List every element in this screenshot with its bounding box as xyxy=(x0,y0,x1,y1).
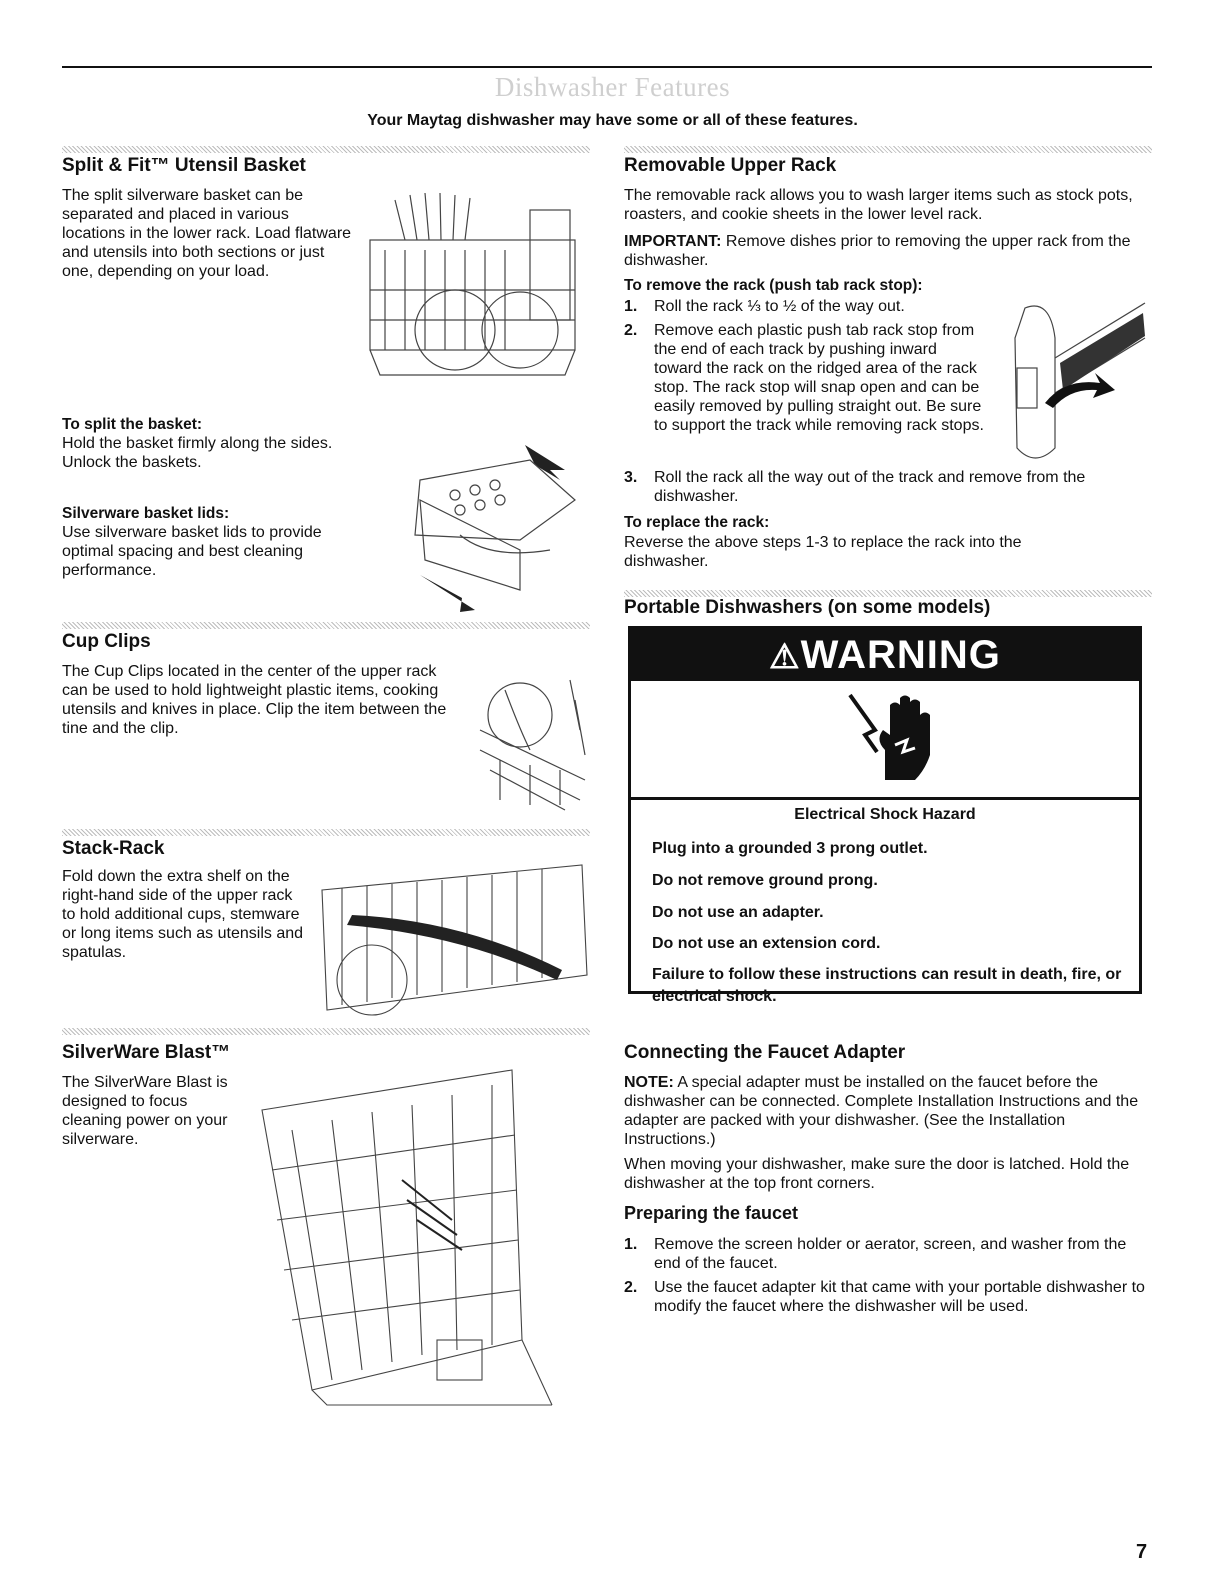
electric-shock-hand-icon xyxy=(845,690,935,790)
replace-rack-heading: To replace the rack: xyxy=(624,514,770,531)
warning-line: Do not use an adapter. xyxy=(652,904,824,921)
list-item xyxy=(624,1235,1149,1273)
removable-rack-intro: The removable rack allows you to wash larger items such as stock pots, roasters, and cookie sheets in the lower level rack. xyxy=(624,187,1133,223)
split-fit-intro: The split silverware basket can be separated and placed in various locations in the lower rack. Load flatware and utensils into both sections or just one, depending on your load. xyxy=(62,187,352,280)
section-divider xyxy=(62,146,590,153)
page-title: Dishwasher Features xyxy=(494,72,731,102)
silverware-blast-illustration xyxy=(252,1050,557,1410)
warning-line: Plug into a grounded 3 prong outlet. xyxy=(652,840,928,857)
important-text: Remove dishes prior to removing the upper rack from the dishwasher. xyxy=(624,233,1131,269)
list-item xyxy=(624,321,984,435)
lids-text: Use silverware basket lids to provide optimal spacing and best cleaning performance. xyxy=(62,524,322,579)
step-text: Roll the rack all the way out of the track and remove from the dishwasher. xyxy=(654,469,1086,505)
section-divider xyxy=(62,829,590,836)
split-fit-title: Split & Fit™ Utensil Basket xyxy=(62,155,306,176)
stack-rack-text: Fold down the extra shelf on the right-hand side of the upper rack to hold additional cups, stemware or long items such as utensils and spatulas. xyxy=(62,868,304,961)
lids-heading: Silverware basket lids: xyxy=(62,505,230,522)
section-divider xyxy=(62,1028,590,1035)
stack-rack-title: Stack-Rack xyxy=(62,838,165,859)
step-number: 1. xyxy=(624,1236,638,1253)
step-number: 1. xyxy=(624,298,638,315)
warning-separator xyxy=(631,797,1139,800)
basket-split-illustration xyxy=(400,440,590,615)
page-number: 7 xyxy=(1136,1541,1148,1563)
remove-steps-wide xyxy=(624,468,1149,511)
step-number: 3. xyxy=(624,469,638,486)
list-item xyxy=(624,468,1149,506)
rack-stop-illustration xyxy=(1005,298,1150,468)
step-number: 2. xyxy=(624,1279,638,1296)
remove-steps-short xyxy=(624,297,984,440)
faucet-note xyxy=(624,1073,1149,1149)
step-text: Roll the rack ⅓ to ½ of the way out. xyxy=(654,298,905,315)
section-divider xyxy=(62,622,590,629)
important-note xyxy=(624,232,1149,270)
preparing-faucet-heading: Preparing the faucet xyxy=(624,1203,799,1223)
arrow-up-icon xyxy=(525,445,565,480)
stack-rack-illustration xyxy=(312,860,590,1025)
to-split-text: Hold the basket firmly along the sides. Unlock the baskets. xyxy=(62,435,333,471)
warning-header xyxy=(631,629,1139,681)
replace-rack-text: Reverse the above steps 1-3 to replace the rack into the dishwasher. xyxy=(624,534,1022,570)
faucet-adapter-title: Connecting the Faucet Adapter xyxy=(624,1042,906,1063)
warning-line: Do not remove ground prong. xyxy=(652,872,878,889)
warning-line: Failure to follow these instructions can result in death, fire, or electrical shock. xyxy=(652,966,1122,1005)
cup-clips-text: The Cup Clips located in the center of the upper rack can be used to hold lightweight plastic items, cooking utensils and knives in place. Clip the item between the tine and the clip. xyxy=(62,663,447,737)
to-split-heading: To split the basket: xyxy=(62,416,203,433)
list-item xyxy=(624,297,984,316)
warning-triangle-icon: ⚠ xyxy=(769,638,801,676)
arrow-down-icon xyxy=(420,575,475,612)
warning-label: WARNING xyxy=(800,633,1001,677)
cup-clip-illustration xyxy=(470,670,590,810)
cup-clips-title: Cup Clips xyxy=(62,631,151,652)
remove-rack-heading: To remove the rack (push tab rack stop): xyxy=(624,277,923,294)
hazard-title: Electrical Shock Hazard xyxy=(794,806,976,823)
page-subtitle: Your Maytag dishwasher may have some or all of these features. xyxy=(367,112,858,129)
warning-line: Do not use an extension cord. xyxy=(652,935,881,952)
removable-rack-title: Removable Upper Rack xyxy=(624,155,837,176)
utensil-basket-illustration xyxy=(365,190,585,385)
section-divider xyxy=(624,590,1152,597)
silverware-blast-title: SilverWare Blast™ xyxy=(62,1042,231,1063)
step-number: 2. xyxy=(624,322,638,339)
portable-title: Portable Dishwashers (on some models) xyxy=(624,597,991,618)
moving-text: When moving your dishwasher, make sure the door is latched. Hold the dishwasher at the top front corners. xyxy=(624,1156,1130,1192)
section-divider xyxy=(624,146,1152,153)
step-text: Use the faucet adapter kit that came with your portable dishwasher to modify the faucet where the dishwasher will be used. xyxy=(654,1279,1145,1315)
step-text: Remove each plastic push tab rack stop from the end of each track by pushing inward toward the rack on the ridged area of the rack stop. The rack stop will snap open and can be easily removed by pulling straight out. Be sure to support the track while removing rack stops. xyxy=(654,322,984,434)
note-label: NOTE: xyxy=(624,1074,674,1091)
list-item xyxy=(624,1278,1149,1316)
note-text: A special adapter must be installed on the faucet before the dishwasher can be connected. Complete Installation Instructions and the adapter are packed with your dishwasher. (See the Installation Instructions.) xyxy=(624,1074,1139,1148)
faucet-steps xyxy=(624,1235,1149,1321)
step-text: Remove the screen holder or aerator, screen, and washer from the end of the faucet. xyxy=(654,1236,1127,1272)
header-rule xyxy=(62,66,1152,68)
silverware-blast-text: The SilverWare Blast is designed to focus cleaning power on your silverware. xyxy=(62,1074,228,1148)
important-label: IMPORTANT: xyxy=(624,233,722,250)
